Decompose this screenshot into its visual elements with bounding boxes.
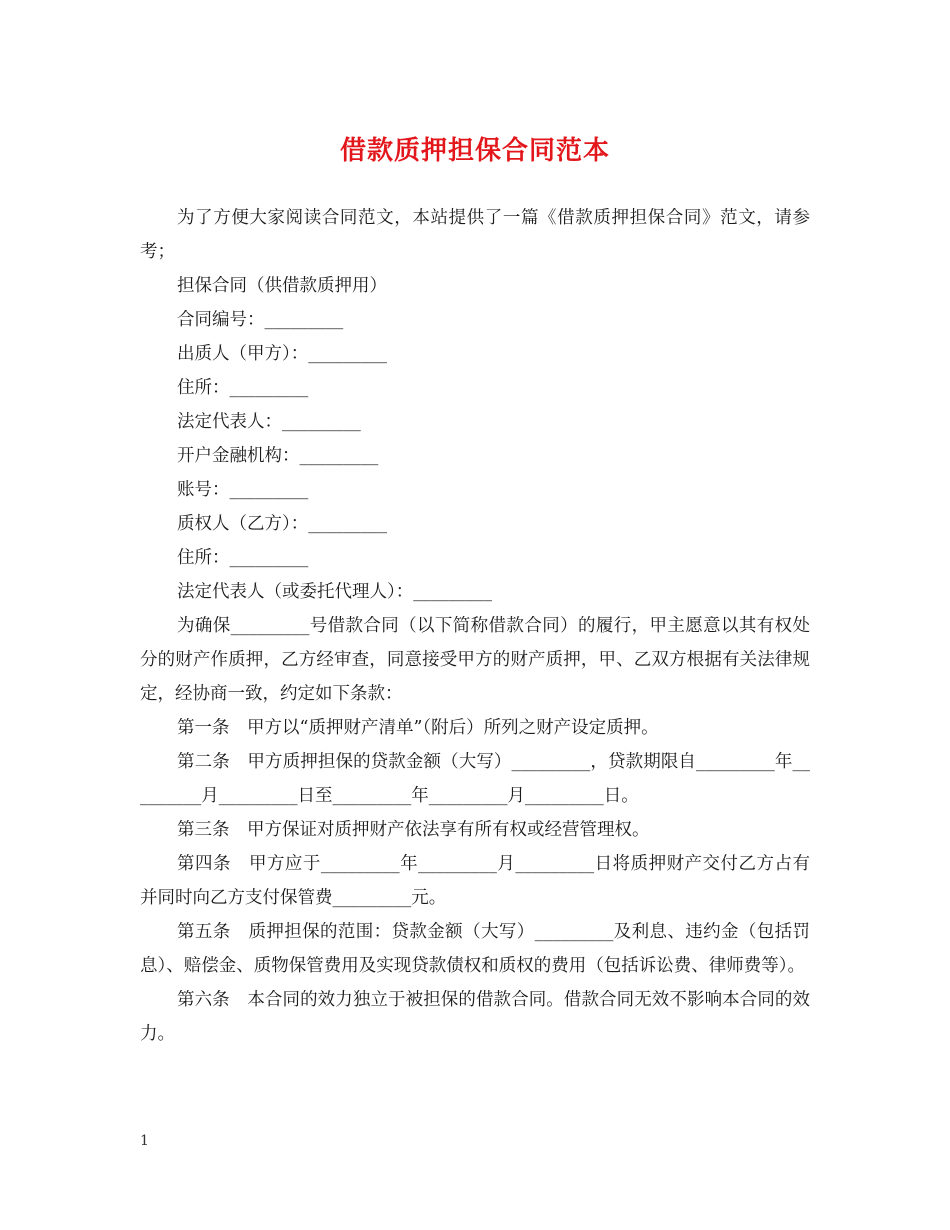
contract-heading-line: 担保合同（供借款质押用）	[177, 276, 387, 296]
article-4: 第四条 甲方应于_________年_________月_________日将质押财产交付乙方占有并同时向乙方支付保管费_________元。	[140, 854, 810, 908]
pledgor-address-field: 住所：_________	[177, 378, 309, 398]
article-1: 第一条 甲方以“质押财产清单”（附后）所列之财产设定质押。	[177, 718, 659, 738]
pledgee-legal-rep-field: 法定代表人（或委托代理人）：_________	[177, 582, 492, 602]
article-5: 第五条 质押担保的范围：贷款金额（大写）_________及利息、违约金（包括罚息）、赔偿金、质物保管费用及实现贷款债权和质权的费用（包括诉讼费、律师费等）。	[140, 922, 810, 976]
bank-field: 开户金融机构：_________	[177, 446, 379, 466]
pledgee-address-field: 住所：_________	[177, 548, 309, 568]
contract-number-field: 合同编号：_________	[177, 310, 344, 330]
page-number: 1	[140, 1133, 149, 1149]
document-body	[140, 201, 810, 1051]
pledgee-field: 质权人（乙方）：_________	[177, 514, 387, 534]
document-title: 借款质押担保合同范本	[339, 136, 610, 166]
article-6: 第六条 本合同的效力独立于被担保的借款合同。借款合同无效不影响本合同的效力。	[140, 990, 810, 1044]
article-2: 第二条 甲方质押担保的贷款金额（大写）_________，贷款期限自_________年_________月_________日至_________年_________月_________日。	[140, 752, 810, 806]
account-number-field: 账号：_________	[177, 480, 309, 500]
pledgor-legal-rep-field: 法定代表人：_________	[177, 412, 361, 432]
preamble-paragraph: 为确保_________号借款合同（以下简称借款合同）的履行，甲主愿意以其有权处分的财产作质押，乙方经审查，同意接受甲方的财产质押，甲、乙双方根据有关法律规定，经协商一致，约定如下条款：	[140, 616, 810, 704]
pledgor-field: 出质人（甲方）：_________	[177, 344, 387, 364]
intro-paragraph: 为了方便大家阅读合同范文，本站提供了一篇《借款质押担保合同》范文，请参考；	[140, 208, 810, 262]
article-3: 第三条 甲方保证对质押财产依法享有所有权或经营管理权。	[177, 820, 650, 840]
